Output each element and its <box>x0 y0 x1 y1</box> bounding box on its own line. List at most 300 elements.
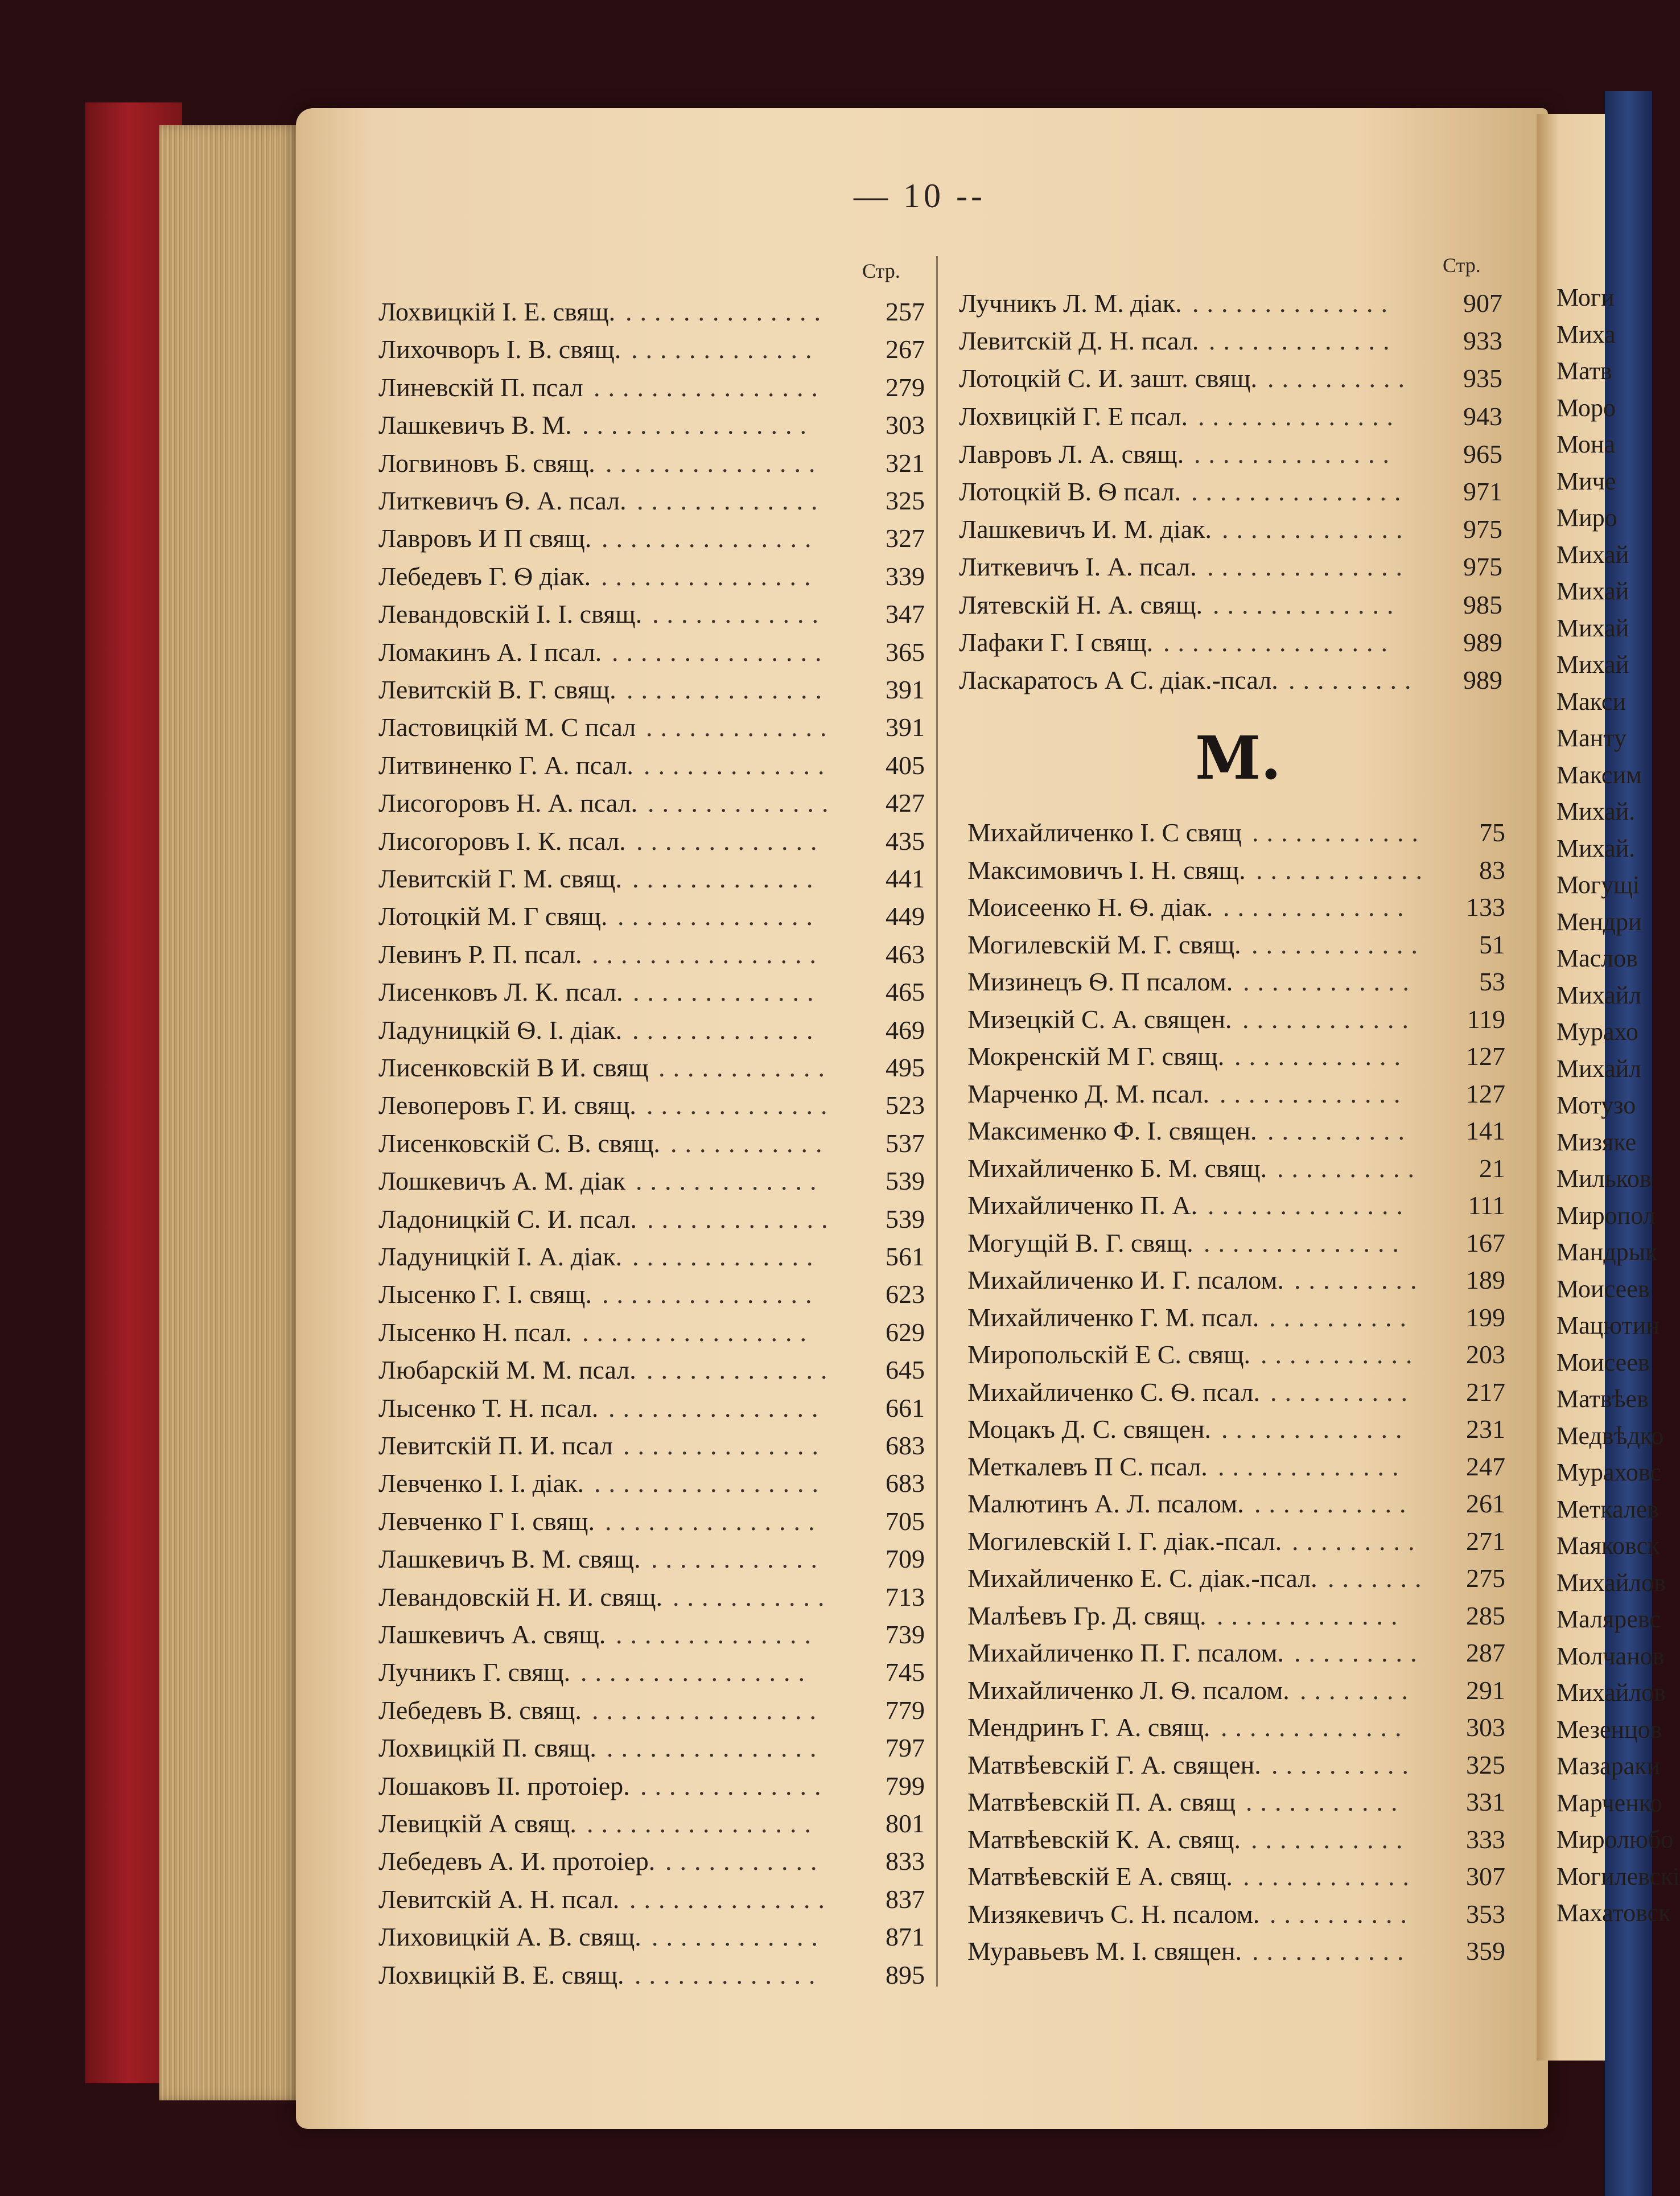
entry-page-number: 21 <box>1479 1153 1505 1183</box>
leader-dots: ......... <box>1294 1638 1425 1667</box>
entry-name: Михайличенко Л. Ѳ. псалом. <box>967 1675 1290 1705</box>
entry-name: Матвѣевскій П. А. свящ <box>967 1787 1236 1816</box>
index-entry <box>378 445 925 482</box>
entry-page-number: 465 <box>886 977 925 1007</box>
leader-dots: ........... <box>1246 1787 1406 1816</box>
index-entry <box>378 747 925 784</box>
index-entry <box>967 1261 1505 1299</box>
entry-name: Лебедевъ В. свящ. <box>378 1695 582 1725</box>
leader-dots: .............. <box>627 675 830 704</box>
index-entry <box>959 661 1502 699</box>
leader-dots: ........... <box>670 1128 830 1158</box>
leader-dots: ................ <box>1163 627 1395 657</box>
leader-dots: ............ <box>651 1544 825 1574</box>
entry-name: Меткалевъ П С. псал. <box>967 1451 1208 1481</box>
entry-name: Лисогоровъ Н. А. псал. <box>378 788 638 818</box>
entry-page-number: 469 <box>886 1015 925 1044</box>
entry-page-number: 141 <box>1466 1116 1505 1145</box>
entry-name: Лисенковъ Л. К. псал. <box>378 977 623 1007</box>
leader-dots: ......... <box>1292 1526 1423 1556</box>
index-entry <box>967 1858 1505 1895</box>
index-entry <box>967 1672 1505 1709</box>
entry-page-number: 303 <box>1466 1713 1505 1742</box>
facing-page-fragment-text: Миропол <box>1557 1201 1656 1229</box>
facing-page-fragment-text: Мураховс <box>1557 1458 1661 1486</box>
index-entry <box>967 1299 1505 1336</box>
entry-name: Лысенко Н. псал. <box>378 1317 572 1347</box>
entry-page-number: 779 <box>886 1695 925 1725</box>
leader-dots: ............... <box>601 561 819 591</box>
entry-page-number: 127 <box>1466 1079 1505 1108</box>
entry-name: Линевскій П. псал <box>378 372 583 402</box>
leader-dots: ........... <box>1252 1936 1412 1965</box>
leader-dots: ........... <box>1251 1824 1411 1854</box>
entry-name: Литкевичъ І. А. псал. <box>959 552 1197 582</box>
entry-page-number: 307 <box>1466 1862 1505 1891</box>
index-entry <box>378 1465 925 1502</box>
index-entry <box>378 406 925 444</box>
entry-page-number: 285 <box>1466 1601 1505 1630</box>
entry-name: Лошаковъ ІІ. протоіер. <box>378 1771 630 1800</box>
entry-page-number: 133 <box>1466 893 1505 922</box>
entry-name: Михайличенко Е. С. діак.-псал. <box>967 1564 1317 1593</box>
leader-dots: ............. <box>636 826 825 856</box>
entry-page-number: 339 <box>886 561 925 591</box>
entry-name: Лохвицкій В. Е. свящ. <box>378 1960 624 1989</box>
facing-page-fragment-text: Михай. <box>1557 797 1636 825</box>
entry-name: Левитскій Г. М. свящ. <box>378 864 622 893</box>
facing-page-fragment-text: Михай <box>1557 614 1629 642</box>
entry-page-number: 353 <box>1466 1899 1505 1928</box>
entry-page-number: 427 <box>886 788 925 818</box>
facing-page-fragment-text: Мурахо <box>1557 1018 1638 1046</box>
facing-page-fragment-text: Медвѣдко <box>1557 1421 1664 1450</box>
entry-name: Матвѣевскій Е А. свящ. <box>967 1862 1233 1891</box>
entry-name: Лятевскій Н. А. свящ. <box>959 590 1203 619</box>
leader-dots: ............ <box>1234 1042 1409 1071</box>
facing-page-fragment-text: Мизяке <box>1557 1128 1637 1156</box>
entry-page-number: 989 <box>1463 627 1502 657</box>
entry-page-number: 709 <box>886 1544 925 1574</box>
leader-dots: .............. <box>629 1884 833 1914</box>
index-entry <box>967 1448 1505 1486</box>
entry-page-number: 539 <box>886 1204 925 1233</box>
leader-dots: ........ <box>1300 1675 1416 1705</box>
leader-dots: ............. <box>647 1204 836 1233</box>
leader-dots: ............. <box>640 1771 829 1800</box>
entry-page-number: 189 <box>1466 1265 1505 1294</box>
index-entry <box>378 1881 925 1918</box>
entry-page-number: 523 <box>886 1091 925 1120</box>
entry-name: Любарскій М. М. псал. <box>378 1355 636 1385</box>
leader-dots: .............. <box>1198 401 1401 431</box>
index-entry <box>378 1389 925 1427</box>
facing-page-fragment-text: Могущі <box>1557 871 1640 899</box>
index-entry <box>967 852 1505 889</box>
entry-name: Ласкаратосъ А С. діак.-псал. <box>959 665 1278 694</box>
facing-page-fragment-text: Михайл <box>1557 1054 1642 1083</box>
leader-dots: ......... <box>1288 665 1419 694</box>
entry-name: Моцакъ Д. С. священ. <box>967 1414 1212 1444</box>
index-entry <box>378 860 925 898</box>
entry-name: Ладоницкій С. И. псал. <box>378 1204 637 1233</box>
entry-page-number: 739 <box>886 1620 925 1649</box>
entry-page-number: 53 <box>1479 967 1505 996</box>
index-entry <box>967 963 1505 1001</box>
index-entry <box>967 1187 1505 1224</box>
entry-name: Мокренскій М Г. свящ. <box>967 1042 1225 1071</box>
entry-name: Максименко Ф. І. священ. <box>967 1116 1257 1145</box>
entry-page-number: 271 <box>1466 1526 1505 1556</box>
facing-page-fragment-text: Маляревс <box>1557 1605 1661 1633</box>
entry-page-number: 321 <box>886 448 925 478</box>
facing-page-fragment-text: Миролюбо <box>1557 1825 1674 1853</box>
entry-name: Муравьевъ М. І. священ. <box>967 1936 1242 1965</box>
entry-page-number: 871 <box>886 1922 925 1952</box>
entry-page-number: 365 <box>886 637 925 667</box>
entry-name: Ладуницкій І. А. діак. <box>378 1242 623 1271</box>
leader-dots: ........... <box>665 1847 825 1876</box>
entry-page-number: 51 <box>1479 930 1505 959</box>
index-entry <box>959 322 1502 360</box>
entry-page-number: 933 <box>1463 326 1502 356</box>
entry-name: Могилевскій І. Г. діак.-псал. <box>967 1526 1282 1556</box>
facing-page-fragment-text: Мандрык <box>1557 1238 1658 1266</box>
leader-dots: ............. <box>635 1960 823 1989</box>
facing-page-fragment-text: Михай <box>1557 577 1629 605</box>
entry-name: Лохвицкій Г. Е псал. <box>959 401 1188 431</box>
entry-page-number: 629 <box>886 1317 925 1347</box>
entry-page-number: 985 <box>1463 590 1502 619</box>
entry-name: Лучникъ Г. свящ. <box>378 1658 571 1687</box>
index-entry <box>967 926 1505 964</box>
entry-page-number: 971 <box>1463 477 1502 506</box>
leader-dots: ................ <box>580 1658 813 1687</box>
entry-name: Лысенко Г. І. свящ. <box>378 1280 592 1309</box>
entry-name: Михайличенко И. Г. псалом. <box>967 1265 1284 1294</box>
entry-page-number: 799 <box>886 1771 925 1800</box>
index-entry <box>378 1692 925 1729</box>
entry-name: Михайличенко П. Г. псалом. <box>967 1638 1284 1667</box>
index-entry <box>378 1918 925 1956</box>
entry-name: Лысенко Т. Н. псал. <box>378 1393 599 1422</box>
facing-page-fragment-text: Макси <box>1557 687 1627 715</box>
facing-page-fragment-text: Мона <box>1557 430 1616 458</box>
index-entry <box>378 898 925 935</box>
entry-page-number: 111 <box>1468 1191 1505 1220</box>
index-entry <box>967 1709 1505 1746</box>
index-entry <box>378 1503 925 1540</box>
index-entry <box>378 1238 925 1276</box>
entry-page-number: 167 <box>1466 1228 1505 1257</box>
leader-dots: ........... <box>1254 1489 1414 1518</box>
index-entry <box>378 1578 925 1616</box>
leader-dots: ........... <box>673 1582 833 1611</box>
leader-dots: ............. <box>1218 1451 1407 1481</box>
index-entry <box>967 1783 1505 1821</box>
leader-dots: .............. <box>625 297 829 326</box>
entry-page-number: 895 <box>886 1960 925 1989</box>
entry-name: Лавровъ И П свящ. <box>378 524 592 553</box>
entry-name: Ладуницкій Ѳ. І. діак. <box>378 1015 623 1044</box>
index-entry <box>378 634 925 671</box>
leader-dots: ............. <box>1222 515 1411 544</box>
entry-name: Лисогоровъ І. К. псал. <box>378 826 626 856</box>
index-entry <box>378 482 925 520</box>
entry-name: Миропольскій Е С. свящ. <box>967 1340 1251 1369</box>
leader-dots: ............. <box>1220 1079 1409 1108</box>
entry-page-number: 683 <box>886 1431 925 1460</box>
leader-dots: ................ <box>592 939 824 969</box>
entry-name: Михайличенко І. С свящ <box>967 818 1242 847</box>
index-entry <box>967 1895 1505 1933</box>
index-entry <box>378 1351 925 1389</box>
leader-dots: ............. <box>648 788 837 818</box>
entry-name: Литкевичъ Ѳ. А. псал. <box>378 486 627 515</box>
entry-page-number: 391 <box>886 713 925 742</box>
leader-dots: ........... <box>1261 1340 1420 1369</box>
facing-page-fragment-text: Мезенцов <box>1557 1715 1662 1743</box>
leader-dots: ............. <box>647 1355 835 1385</box>
entry-name: Лисенковскій В И. свящ <box>378 1053 649 1082</box>
entry-page-number: 257 <box>886 297 925 326</box>
entry-page-number: 943 <box>1463 401 1502 431</box>
index-entry <box>378 331 925 368</box>
leader-dots: ............... <box>605 1506 823 1536</box>
page-number: — 10 -- <box>854 177 986 215</box>
leader-dots: .............. <box>1192 289 1395 318</box>
entry-page-number: 247 <box>1466 1451 1505 1481</box>
leader-dots: ................ <box>592 1695 824 1725</box>
facing-page-fragment-text: Моро <box>1557 393 1616 422</box>
entry-page-number: 645 <box>886 1355 925 1385</box>
entry-name: Левоперовъ Г. И. свящ. <box>378 1091 636 1120</box>
entry-page-number: 347 <box>886 599 925 629</box>
index-entry <box>378 823 925 860</box>
entry-name: Михайличенко Б. М. свящ. <box>967 1153 1267 1183</box>
leader-dots: .......... <box>1267 364 1413 393</box>
facing-page-fragment-text: Мендри <box>1557 907 1642 936</box>
entry-name: Лашкевичъ В. М. свящ. <box>378 1544 641 1574</box>
facing-page-fragment-text: Манту <box>1557 724 1627 752</box>
entry-page-number: 797 <box>886 1733 925 1763</box>
index-entry <box>378 293 925 331</box>
entry-page-number: 203 <box>1466 1340 1505 1369</box>
section-letter-heading: М. <box>1195 723 1282 793</box>
leader-dots: ............. <box>632 1015 821 1044</box>
leader-dots: ............... <box>602 1280 820 1309</box>
entry-name: Ломакинъ А. І псал. <box>378 637 602 667</box>
index-entry <box>959 624 1502 661</box>
facing-page-fragment-text: Миче <box>1557 467 1616 495</box>
index-entry <box>967 1821 1505 1858</box>
leader-dots: ............... <box>602 524 820 553</box>
facing-page-fragment-text: Молчанов <box>1557 1642 1665 1670</box>
leader-dots: ............ <box>1256 855 1430 885</box>
index-entry <box>967 1560 1505 1597</box>
entry-name: Лошкевичъ А. М. діак <box>378 1166 625 1196</box>
entry-page-number: 291 <box>1466 1675 1505 1705</box>
leader-dots: ............... <box>612 637 830 667</box>
entry-page-number: 267 <box>886 335 925 364</box>
index-entry <box>967 1485 1505 1523</box>
entry-page-number: 199 <box>1466 1302 1505 1332</box>
leader-dots: ............. <box>646 713 835 742</box>
entry-name: Лафаки Г. І свящ. <box>959 627 1154 657</box>
entry-page-number: 391 <box>886 675 925 704</box>
entry-page-number: 705 <box>886 1506 925 1536</box>
index-entry <box>967 1932 1505 1970</box>
entry-name: Лиховицкій А. В. свящ. <box>378 1922 641 1952</box>
leader-dots: ............ <box>652 1922 826 1952</box>
entry-name: Матвѣевскій Г. А. священ. <box>967 1750 1261 1779</box>
entry-page-number: 463 <box>886 939 925 969</box>
index-entry <box>967 1523 1505 1560</box>
index-entry <box>378 595 925 633</box>
index-entry <box>378 1805 925 1843</box>
left-column-header: Стр. <box>862 260 900 282</box>
index-entry <box>378 1767 925 1805</box>
entry-page-number: 279 <box>886 372 925 402</box>
leader-dots: ............... <box>1191 477 1409 506</box>
entry-page-number: 331 <box>1466 1787 1505 1816</box>
facing-page-fragment-text: Михай <box>1557 651 1629 678</box>
entry-name: Левитскій Д. Н. псал. <box>959 326 1199 356</box>
entry-page-number: 965 <box>1463 439 1502 468</box>
index-entry <box>959 360 1502 397</box>
index-entry <box>967 1001 1505 1038</box>
index-entry <box>967 1336 1505 1373</box>
index-entry <box>378 1087 925 1124</box>
index-entry <box>378 369 925 406</box>
facing-page-fragment-text: Мотузо <box>1557 1091 1636 1119</box>
entry-name: Лихочворъ І. В. свящ. <box>378 335 621 364</box>
facing-page-fragment-text: Михайл <box>1557 981 1642 1009</box>
entry-name: Михайличенко П. А. <box>967 1191 1198 1220</box>
facing-page-fragment-text: Маяковск <box>1557 1532 1660 1560</box>
entry-name: Мизинецъ Ѳ. П псалом. <box>967 967 1233 996</box>
entry-name: Лебедевъ А. И. протоіер. <box>378 1847 656 1876</box>
index-entry <box>378 936 925 973</box>
leader-dots: ............. <box>644 750 833 780</box>
leader-dots: .............. <box>1194 439 1397 468</box>
leader-dots: ............. <box>1221 1713 1410 1742</box>
entry-name: Левченко Г І. свящ. <box>378 1506 595 1536</box>
entry-page-number: 989 <box>1463 665 1502 694</box>
entry-page-number: 661 <box>886 1393 925 1422</box>
leader-dots: .............. <box>1204 1228 1407 1257</box>
index-entry <box>959 285 1502 322</box>
entry-name: Мизецкій С. А. священ. <box>967 1004 1232 1034</box>
index-entry <box>378 1049 925 1087</box>
entry-page-number: 303 <box>886 410 925 440</box>
entry-name: Михайличенко Г. М. псал. <box>967 1302 1259 1332</box>
index-entry <box>967 814 1505 852</box>
index-entry <box>378 1427 925 1465</box>
index-entry <box>967 1634 1505 1672</box>
entry-page-number: 441 <box>886 864 925 893</box>
leader-dots: .......... <box>1269 1302 1414 1332</box>
leader-dots: .......... <box>1277 1153 1422 1183</box>
entry-name: Матвѣевскій К. А. свящ. <box>967 1824 1241 1854</box>
entry-page-number: 539 <box>886 1166 925 1196</box>
entry-name: Максимовичъ І. Н. свящ. <box>967 855 1246 885</box>
leader-dots: .......... <box>1270 1899 1415 1928</box>
index-entry <box>959 398 1502 435</box>
index-entry <box>378 1729 925 1767</box>
entry-name: Литвиненко Г. А. псал. <box>378 750 633 780</box>
entry-name: Левандовскій Н. И. свящ. <box>378 1582 663 1611</box>
facing-page-fragment-text: Мазараки <box>1557 1752 1661 1780</box>
leader-dots: ............. <box>647 1091 835 1120</box>
entry-page-number: 75 <box>1479 818 1505 847</box>
leader-dots: .............. <box>617 902 821 931</box>
facing-page-fragment-text: Михайлов <box>1557 1679 1666 1706</box>
entry-name: Лохвицкій І. Е. свящ. <box>378 297 616 326</box>
index-entry <box>967 889 1505 926</box>
entry-name: Могилевскій М. Г. свящ. <box>967 930 1241 959</box>
index-entry <box>378 1011 925 1049</box>
index-entry <box>967 1150 1505 1187</box>
entry-name: Лашкевичъ В. М. <box>378 410 572 440</box>
entry-name: Лебедевъ Г. Ѳ діак. <box>378 561 591 591</box>
leader-dots: ............. <box>637 486 826 515</box>
entry-name: Левинъ Р. П. псал. <box>378 939 582 969</box>
entry-name: Михайличенко С. Ѳ. псал. <box>967 1377 1260 1407</box>
leader-dots: ............ <box>1243 1862 1417 1891</box>
facing-page-fragment-text: Моисеев <box>1557 1348 1650 1376</box>
entry-page-number: 405 <box>886 750 925 780</box>
entry-name: Лисенковскій С. В. свящ. <box>378 1128 660 1158</box>
entry-name: Лашкевичъ И. М. діак. <box>959 515 1212 544</box>
leader-dots: .......... <box>1271 1750 1417 1779</box>
leader-dots: ............ <box>1242 1004 1417 1034</box>
index-entry <box>378 1616 925 1654</box>
index-entry <box>378 1125 925 1162</box>
leader-dots: ............. <box>1209 326 1398 356</box>
entry-page-number: 745 <box>886 1658 925 1687</box>
index-entry <box>378 709 925 746</box>
entry-name: Ластовицкій М. С псал <box>378 713 636 742</box>
entry-page-number: 713 <box>886 1582 925 1611</box>
entry-page-number: 127 <box>1466 1042 1505 1071</box>
entry-name: Левитскій А. Н. псал. <box>378 1884 620 1914</box>
facing-page-fragment-text: Михай <box>1557 540 1629 569</box>
entry-page-number: 83 <box>1479 855 1505 885</box>
index-entry <box>378 558 925 595</box>
facing-page-fragment-text: Миха <box>1557 320 1616 348</box>
facing-page-fragment-text: Михайлов <box>1557 1568 1666 1597</box>
entry-name: Малютинъ А. Л. псалом. <box>967 1489 1244 1518</box>
leader-dots: ............ <box>658 1053 833 1082</box>
entry-name: Лучникъ Л. М. діак. <box>959 289 1182 318</box>
entry-page-number: 561 <box>886 1242 925 1271</box>
facing-page-fragment-text: Михай. <box>1557 834 1636 862</box>
facing-page-fragment-text: Могилевскі <box>1557 1862 1680 1890</box>
entry-page-number: 907 <box>1463 289 1502 318</box>
entry-name: Моисеенко Н. Ѳ. діак. <box>967 893 1213 922</box>
leader-dots: ............... <box>608 1393 826 1422</box>
entry-name: Левченко І. І. діак. <box>378 1469 584 1498</box>
entry-page-number: 837 <box>886 1884 925 1914</box>
leader-dots: ............. <box>632 864 821 893</box>
leader-dots: ............ <box>1243 967 1417 996</box>
facing-page-fragment-text: Мацютин <box>1557 1311 1660 1339</box>
entry-page-number: 231 <box>1466 1414 1505 1444</box>
entry-page-number: 975 <box>1463 552 1502 582</box>
entry-name: Лавровъ Л. А. свящ. <box>959 439 1184 468</box>
entry-name: Лотоцкій В. Ѳ псал. <box>959 477 1181 506</box>
